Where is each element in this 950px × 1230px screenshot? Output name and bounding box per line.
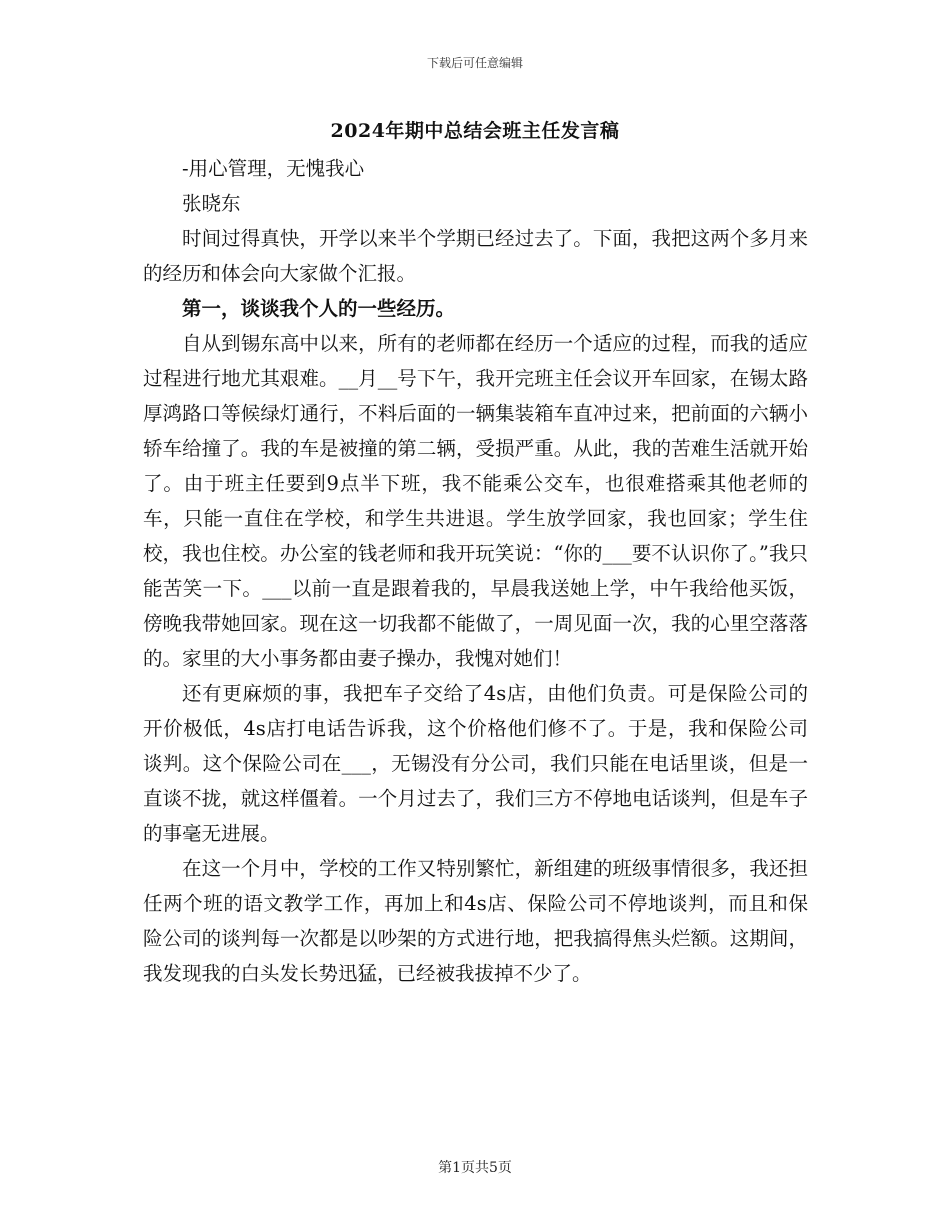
page-number: 第1页共5页 [438,1160,512,1176]
document-title: 2024年期中总结会班主任发言稿 [330,120,620,142]
paragraph: 在这一个月中，学校的工作又特别繁忙，新组建的班级事情很多，我还担任两个班的语文教学工作，再加上和4s店、保险公司不停地谈判，而且和保险公司的谈判每一次都是以吵架的方式进行地，把我搞得焦头烂额。这期间，我发现我的白头发长势迅猛，已经被我拔掉不少了。 [143,857,808,985]
section-heading: 第一，谈谈我个人的一些经历。 [182,297,456,320]
document-body [143,151,808,991]
paragraph: 还有更麻烦的事，我把车子交给了4s店，由他们负责。可是保险公司的开价极低，4s店打电话告诉我，这个价格他们修不了。于是，我和保险公司谈判。这个保险公司在___，无锡没有分公司，我们只能在电话里谈，但是一直谈不拢，就这样僵着。一个月过去了，我们三方不停地电话谈判，但是车子的事毫无进展。 [143,682,808,845]
paragraph: 自从到锡东高中以来，所有的老师都在经历一个适应的过程，而我的适应过程进行地尤其艰难。__月__号下午，我开完班主任会议开车回家，在锡太路厚鸿路口等候绿灯通行，不料后面的一辆集装箱车直冲过来，把前面的六辆小轿车给撞了。我的车是被撞的第二辆，受损严重。从此，我的苦难生活就开始了。由于班主任要到9点半下班，我不能乘公交车，也很难搭乘其他老师的车，只能一直住在学校，和学生共进退。学生放学回家，我也回家；学生住校，我也住校。办公室的钱老师和我开玩笑说：“你的___要不认识你了。”我只能苦笑一下。___以前一直是跟着我的，早晨我送她上学，中午我给他买饭，傍晚我带她回家。现在这一切我都不能做了，一周见面一次，我的心里空落落的。家里的大小事务都由妻子操办，我愧对她们！ [143,332,808,670]
paragraph: 时间过得真快，开学以来半个学期已经过去了。下面，我把这两个多月来的经历和体会向大家做个汇报。 [143,227,808,285]
header-note: 下载后可任意编辑 [426,56,523,70]
subtitle: -用心管理，无愧我心 [182,157,365,180]
author: 张晓东 [182,192,241,215]
